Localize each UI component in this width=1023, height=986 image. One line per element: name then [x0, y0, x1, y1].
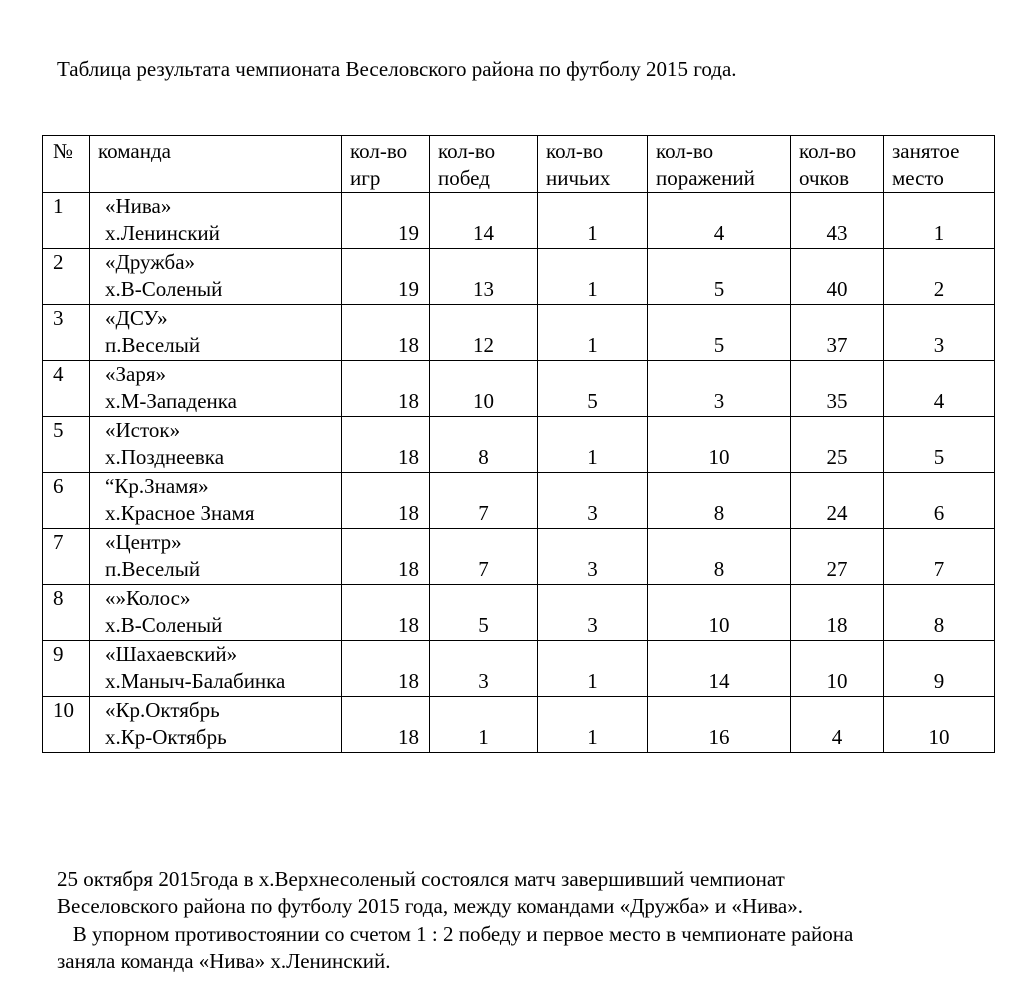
row-number — [43, 193, 90, 249]
row-number-text: 10 — [53, 698, 74, 722]
team-name: «Исток» — [105, 418, 181, 442]
cell-wins — [430, 361, 538, 417]
cell-games — [342, 361, 430, 417]
row-number — [43, 361, 90, 417]
cell-draws-value: 1 — [587, 333, 598, 357]
cell-draws-value: 3 — [587, 557, 598, 581]
cell-losses — [648, 249, 791, 305]
header-points-line: очков — [799, 166, 850, 190]
team-cell — [90, 697, 342, 753]
paragraph-line-1: 25 октября 2015года в х.Верхнесоленый состоялся матч завершивший чемпионат — [57, 867, 785, 891]
cell-wins-value: 13 — [473, 277, 494, 301]
cell-rank — [884, 305, 995, 361]
header-rank-line: занятое — [892, 139, 960, 163]
team-locality: п.Веселый — [105, 557, 201, 581]
cell-wins-value: 10 — [473, 389, 494, 413]
cell-wins — [430, 697, 538, 753]
cell-games — [342, 585, 430, 641]
header-losses — [648, 136, 791, 193]
cell-rank — [884, 585, 995, 641]
cell-rank — [884, 417, 995, 473]
cell-wins — [430, 641, 538, 697]
cell-wins — [430, 473, 538, 529]
cell-games — [342, 417, 430, 473]
cell-wins-value: 1 — [478, 725, 489, 749]
cell-points-value: 40 — [826, 277, 848, 301]
document-title: Таблица результата чемпионата Веселовского района по футболу 2015 года. — [57, 57, 737, 81]
team-locality: х.В-Соленый — [105, 277, 223, 301]
team-name: “Кр.Знамя» — [105, 474, 209, 498]
table-row — [43, 305, 995, 361]
team-locality: п.Веселый — [105, 333, 201, 357]
cell-points-value: 4 — [831, 725, 843, 749]
row-number — [43, 585, 90, 641]
cell-rank-value: 4 — [933, 389, 945, 413]
header-draws — [538, 136, 648, 193]
cell-games — [342, 529, 430, 585]
cell-losses-value: 14 — [708, 669, 730, 693]
table-row — [43, 361, 995, 417]
cell-games-value: 18 — [398, 725, 419, 749]
header-losses-line: кол-во — [656, 139, 714, 163]
cell-losses — [648, 417, 791, 473]
team-locality: х.В-Соленый — [105, 613, 223, 637]
cell-losses — [648, 305, 791, 361]
cell-wins-value: 8 — [478, 445, 489, 469]
header-games — [342, 136, 430, 193]
table-row — [43, 417, 995, 473]
cell-wins-value: 5 — [478, 613, 489, 637]
cell-draws — [538, 305, 648, 361]
header-wins — [430, 136, 538, 193]
cell-draws — [538, 417, 648, 473]
row-number — [43, 249, 90, 305]
results-table — [42, 135, 995, 753]
table-row — [43, 529, 995, 585]
paragraph-line-4: заняла команда «Нива» х.Ленинский. — [57, 949, 391, 973]
cell-wins — [430, 529, 538, 585]
cell-points-value: 24 — [826, 501, 848, 525]
cell-losses-value: 4 — [713, 221, 725, 245]
cell-wins — [430, 193, 538, 249]
cell-wins-value: 3 — [478, 669, 489, 693]
row-number-text: 2 — [53, 250, 64, 274]
row-number — [43, 641, 90, 697]
cell-rank-value: 2 — [933, 277, 945, 301]
cell-rank-value: 6 — [933, 501, 945, 525]
team-name: «»Колос» — [105, 586, 191, 610]
table-row — [43, 193, 995, 249]
cell-points-value: 27 — [826, 557, 848, 581]
table-row — [43, 473, 995, 529]
row-number-text: 8 — [53, 586, 64, 610]
cell-points — [791, 529, 884, 585]
row-number-text: 7 — [53, 530, 64, 554]
team-cell — [90, 305, 342, 361]
cell-rank-value: 7 — [933, 557, 945, 581]
paragraph-line-2: Веселовского района по футболу 2015 года, между командами «Дружба» и «Нива». — [57, 894, 803, 918]
cell-points — [791, 193, 884, 249]
row-number-text: 4 — [53, 362, 64, 386]
team-locality: х.Кр-Октябрь — [105, 725, 227, 749]
row-number — [43, 417, 90, 473]
row-number-text: 9 — [53, 642, 64, 666]
cell-draws — [538, 529, 648, 585]
cell-points — [791, 697, 884, 753]
cell-draws — [538, 641, 648, 697]
cell-games-value: 18 — [398, 501, 419, 525]
cell-losses — [648, 361, 791, 417]
cell-draws — [538, 193, 648, 249]
cell-losses — [648, 193, 791, 249]
cell-losses-value: 16 — [708, 725, 730, 749]
cell-draws-value: 1 — [587, 221, 598, 245]
cell-points-value: 18 — [826, 613, 848, 637]
row-number — [43, 473, 90, 529]
team-cell — [90, 249, 342, 305]
row-number — [43, 305, 90, 361]
cell-games-value: 18 — [398, 669, 419, 693]
cell-losses-value: 3 — [713, 389, 725, 413]
cell-wins-value: 14 — [473, 221, 494, 245]
cell-draws — [538, 697, 648, 753]
cell-losses-value: 10 — [708, 613, 730, 637]
header-points-line: кол-во — [799, 139, 857, 163]
cell-wins — [430, 585, 538, 641]
header-team — [90, 136, 342, 193]
cell-games-value: 18 — [398, 389, 419, 413]
cell-losses — [648, 473, 791, 529]
cell-wins — [430, 305, 538, 361]
cell-losses-value: 5 — [713, 333, 725, 357]
header-losses-line: поражений — [656, 166, 755, 190]
row-number-text: 1 — [53, 194, 64, 218]
header-rank-line: место — [892, 166, 944, 190]
team-locality: х.Ленинский — [105, 221, 220, 245]
cell-rank-value: 1 — [933, 221, 945, 245]
cell-rank — [884, 641, 995, 697]
table-header-row — [43, 136, 995, 193]
header-number — [43, 136, 90, 193]
cell-points-value: 10 — [826, 669, 848, 693]
team-cell — [90, 193, 342, 249]
table-row — [43, 697, 995, 753]
header-draws-line: ничьих — [546, 166, 611, 190]
table-body — [43, 193, 995, 753]
cell-rank — [884, 697, 995, 753]
header-draws-line: кол-во — [546, 139, 604, 163]
cell-draws-value: 1 — [587, 445, 598, 469]
cell-points — [791, 417, 884, 473]
cell-wins-value: 12 — [473, 333, 494, 357]
header-points — [791, 136, 884, 193]
cell-losses-value: 8 — [713, 501, 725, 525]
team-locality: х.Красное Знамя — [105, 501, 255, 525]
cell-losses-value: 8 — [713, 557, 725, 581]
cell-rank — [884, 249, 995, 305]
cell-losses — [648, 697, 791, 753]
cell-points — [791, 361, 884, 417]
cell-games — [342, 249, 430, 305]
cell-points — [791, 249, 884, 305]
header-games-line: игр — [350, 166, 381, 190]
cell-games-value: 18 — [398, 613, 419, 637]
cell-games-value: 18 — [398, 333, 419, 357]
table-row — [43, 641, 995, 697]
cell-wins — [430, 417, 538, 473]
cell-draws — [538, 473, 648, 529]
cell-games-value: 19 — [398, 277, 419, 301]
cell-draws-value: 3 — [587, 613, 598, 637]
cell-games-value: 18 — [398, 557, 419, 581]
cell-draws-value: 5 — [587, 389, 598, 413]
header-games-line: кол-во — [350, 139, 408, 163]
cell-games — [342, 305, 430, 361]
cell-games — [342, 641, 430, 697]
table-row — [43, 249, 995, 305]
team-name: «Нива» — [105, 194, 172, 218]
row-number-text: 3 — [53, 306, 64, 330]
cell-draws — [538, 585, 648, 641]
cell-losses — [648, 585, 791, 641]
team-cell — [90, 417, 342, 473]
header-wins-line: побед — [438, 166, 490, 190]
cell-games — [342, 193, 430, 249]
cell-losses-value: 5 — [713, 277, 725, 301]
cell-losses — [648, 641, 791, 697]
cell-wins — [430, 249, 538, 305]
cell-points-value: 35 — [826, 389, 848, 413]
cell-rank-value: 3 — [933, 333, 945, 357]
team-name: «Дружба» — [105, 250, 196, 274]
cell-losses-value: 10 — [708, 445, 730, 469]
team-name: «Кр.Октябрь — [105, 698, 220, 722]
cell-games — [342, 473, 430, 529]
cell-draws — [538, 249, 648, 305]
cell-rank-value: 9 — [933, 669, 945, 693]
cell-draws-value: 1 — [587, 725, 598, 749]
cell-rank — [884, 361, 995, 417]
team-cell — [90, 641, 342, 697]
cell-rank — [884, 529, 995, 585]
header-number-line: № — [53, 139, 74, 163]
paragraph-line-3: В упорном противостоянии со счетом 1 : 2 победу и первое место в чемпионате района — [57, 922, 854, 946]
cell-points — [791, 585, 884, 641]
cell-draws — [538, 361, 648, 417]
header-rank — [884, 136, 995, 193]
team-locality: х.Позднеевка — [105, 445, 225, 469]
team-cell — [90, 585, 342, 641]
team-cell — [90, 529, 342, 585]
cell-draws-value: 3 — [587, 501, 598, 525]
cell-draws-value: 1 — [587, 277, 598, 301]
cell-rank-value: 10 — [928, 725, 950, 749]
header-wins-line: кол-во — [438, 139, 496, 163]
cell-losses — [648, 529, 791, 585]
cell-draws-value: 1 — [587, 669, 598, 693]
cell-rank-value: 8 — [933, 613, 945, 637]
cell-points-value: 37 — [826, 333, 848, 357]
team-name: «ДСУ» — [105, 306, 168, 330]
team-name: «Заря» — [105, 362, 167, 386]
team-cell — [90, 473, 342, 529]
cell-wins-value: 7 — [478, 501, 489, 525]
cell-wins-value: 7 — [478, 557, 489, 581]
cell-points — [791, 305, 884, 361]
cell-points-value: 43 — [826, 221, 848, 245]
team-cell — [90, 361, 342, 417]
cell-points — [791, 641, 884, 697]
cell-rank-value: 5 — [933, 445, 945, 469]
cell-points — [791, 473, 884, 529]
row-number-text: 6 — [53, 474, 64, 498]
cell-rank — [884, 473, 995, 529]
row-number — [43, 697, 90, 753]
table-row — [43, 585, 995, 641]
cell-games-value: 18 — [398, 445, 419, 469]
team-name: «Шахаевский» — [105, 642, 238, 666]
row-number-text: 5 — [53, 418, 64, 442]
cell-points-value: 25 — [826, 445, 848, 469]
team-locality: х.М-Западенка — [105, 389, 237, 413]
header-team-line: команда — [98, 139, 171, 163]
cell-games-value: 19 — [398, 221, 419, 245]
team-name: «Центр» — [105, 530, 182, 554]
cell-games — [342, 697, 430, 753]
team-locality: х.Маныч-Балабинка — [105, 669, 286, 693]
row-number — [43, 529, 90, 585]
cell-rank — [884, 193, 995, 249]
